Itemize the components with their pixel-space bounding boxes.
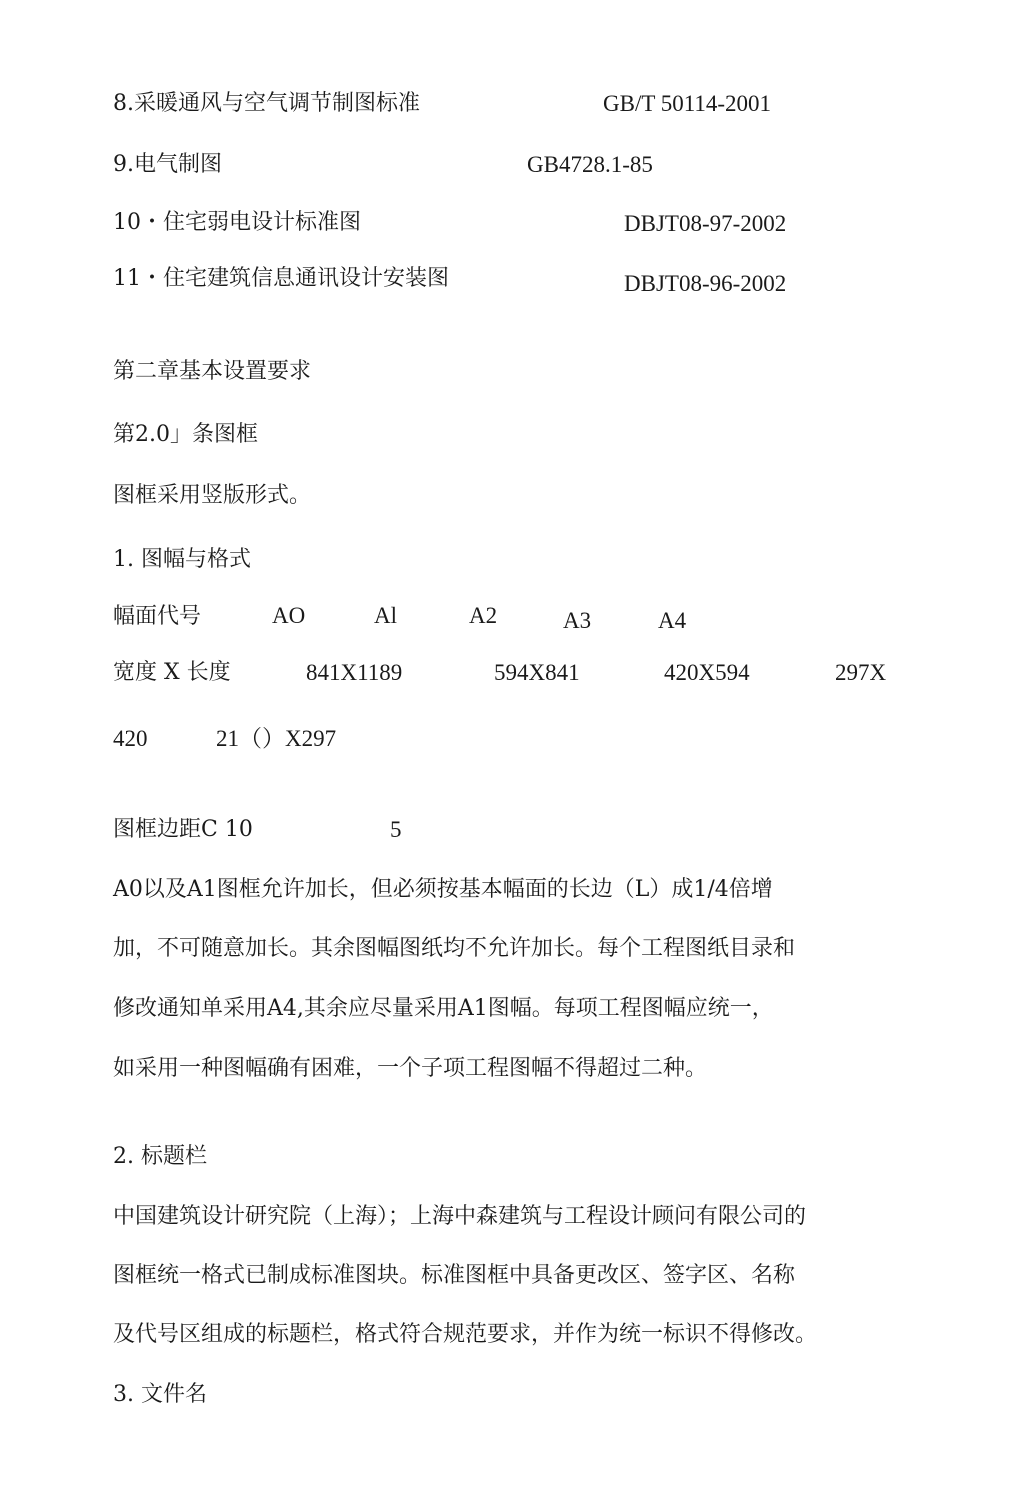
paragraph-line: 如采用一种图幅确有困难，一个子项工程图幅不得超过二种。 [113, 1056, 708, 1081]
section-2-title: 2. 标题栏 [113, 1144, 207, 1169]
paragraph-line: 加，不可随意加长。其余图幅图纸均不允许加长。每个工程图纸目录和 [113, 936, 796, 961]
standard-10-code: DBJT08-97-2002 [624, 211, 787, 236]
format-code-a1: Al [374, 603, 397, 628]
standard-10-name: 10・住宅弱电设计标准图 [113, 210, 361, 235]
format-code-label: 幅面代号 [113, 604, 202, 629]
format-code-a3: A3 [563, 608, 592, 633]
standard-8-name: 8.采暖通风与空气调节制图标准 [113, 91, 420, 116]
standard-9-name: 9.电气制图 [113, 152, 222, 177]
section-1-title: 1. 图幅与格式 [113, 547, 251, 572]
format-size-a4: 21（）X297 [216, 726, 337, 751]
standard-11-code: DBJT08-96-2002 [624, 271, 787, 296]
format-size-a2: 420X594 [664, 660, 750, 685]
paragraph-line: 图框统一格式已制成标准图块。标准图框中具备更改区、签字区、名称 [113, 1263, 796, 1288]
chapter-title: 第二章基本设置要求 [113, 359, 312, 384]
format-size-a3-end: 420 [113, 726, 148, 751]
paragraph-line: A0以及A1图框允许加长，但必须按基本幅面的长边（L）成1/4倍增 [113, 877, 773, 902]
section-3-title: 3. 文件名 [113, 1382, 207, 1407]
standard-8-code: GB/T 50114-2001 [603, 91, 772, 116]
paragraph-line: 中国建筑设计研究院（上海）；上海中森建筑与工程设计顾问有限公司的 [113, 1204, 807, 1229]
format-code-a0: AO [272, 603, 306, 628]
frame-margin-label: 图框边距C 10 [113, 817, 253, 842]
format-size-label: 宽度 X 长度 [113, 660, 231, 685]
format-size-a0: 841X1189 [306, 660, 403, 685]
standard-11-name: 11・住宅建筑信息通讯设计安装图 [113, 266, 449, 291]
paragraph-line: 修改通知单采用A4,其余应尽量采用A1图幅。每项工程图幅应统一， [113, 996, 774, 1021]
paragraph-line: 及代号区组成的标题栏，格式符合规范要求，并作为统一标识不得修改。 [113, 1322, 818, 1347]
frame-form-text: 图框采用竖版形式。 [113, 483, 312, 508]
format-size-a3-start: 297X [835, 660, 887, 685]
format-code-a2: A2 [469, 603, 498, 628]
format-code-a4: A4 [658, 608, 687, 633]
frame-margin-value: 5 [390, 817, 402, 842]
standard-9-code: GB4728.1-85 [527, 152, 653, 177]
format-size-a1: 594X841 [494, 660, 580, 685]
article-title: 第2.0」条图框 [113, 422, 258, 447]
